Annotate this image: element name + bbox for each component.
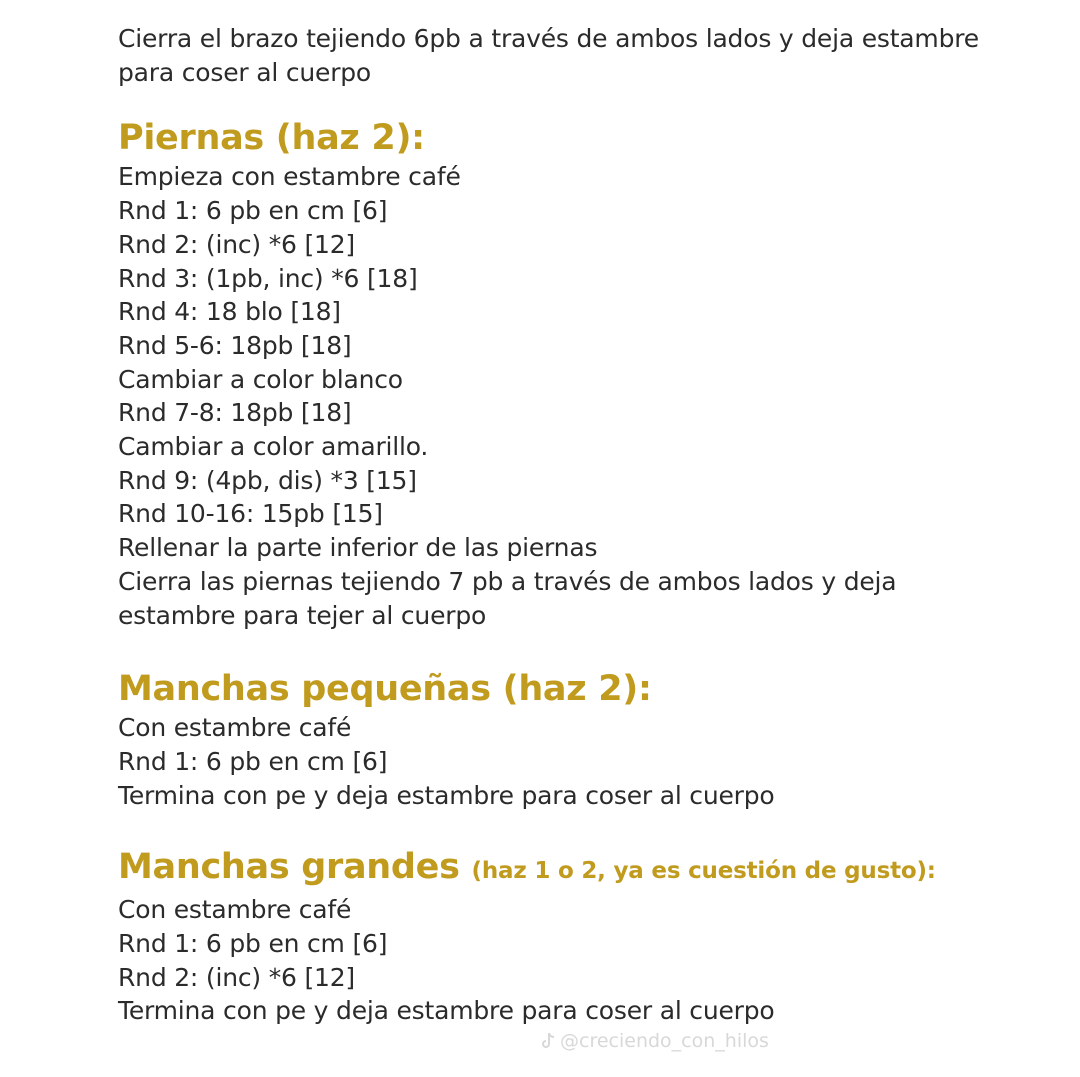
intro-line: Cierra el brazo tejiendo 6pb a través de ambos lados y deja estambre: [118, 24, 979, 53]
pattern-line: Rnd 1: 6 pb en cm [6]: [118, 929, 388, 959]
pattern-line: Rnd 5-6: 18pb [18]: [118, 330, 352, 360]
pattern-line: Termina con pe y deja estambre para coser al cuerpo: [118, 780, 775, 810]
pattern-line: Cambiar a color blanco: [118, 364, 403, 394]
pattern-line: Rnd 2: (inc) *6 [12]: [118, 229, 355, 259]
pattern-line: Termina con pe y deja estambre para coser al cuerpo: [118, 996, 775, 1026]
pattern-line: Rellenar la parte inferior de las piernas: [118, 533, 598, 563]
section-piernas: [118, 116, 1058, 632]
intro-line: para coser al cuerpo: [118, 57, 372, 87]
pattern-line: Empieza con estambre café: [118, 162, 461, 192]
watermark-handle: @creciendo_con_hilos: [560, 1030, 769, 1052]
watermark: [540, 1030, 769, 1052]
section-heading: Manchas pequeñas (haz 2):: [118, 669, 652, 710]
pattern-line: estambre para tejer al cuerpo: [118, 600, 487, 630]
pattern-line: Cambiar a color amarillo.: [118, 432, 429, 462]
pattern-line: Rnd 1: 6 pb en cm [6]: [118, 746, 388, 776]
pattern-line: Rnd 4: 18 blo [18]: [118, 297, 341, 327]
pattern-line: Rnd 9: (4pb, dis) *3 [15]: [118, 465, 417, 495]
pattern-line: Rnd 3: (1pb, inc) *6 [18]: [118, 263, 418, 293]
pattern-line: Rnd 7-8: 18pb [18]: [118, 398, 352, 428]
pattern-line: Cierra las piernas tejiendo 7 pb a través de ambos lados y deja: [118, 566, 897, 596]
intro-paragraph: [118, 22, 1058, 89]
pattern-document: [118, 22, 1058, 1028]
section-manchas-pequenas: [118, 667, 1058, 812]
section-heading-note: (haz 1 o 2, ya es cuestión de gusto):: [471, 858, 936, 885]
section-heading-title: Manchas grandes: [118, 847, 460, 888]
section-heading: [118, 845, 1058, 893]
section-heading: Piernas (haz 2):: [118, 118, 425, 159]
pattern-line: Con estambre café: [118, 895, 352, 925]
tiktok-icon: [540, 1032, 556, 1050]
pattern-line: Con estambre café: [118, 713, 352, 743]
pattern-line: Rnd 1: 6 pb en cm [6]: [118, 196, 388, 226]
section-manchas-grandes: [118, 845, 1058, 1028]
pattern-line: Rnd 2: (inc) *6 [12]: [118, 962, 355, 992]
pattern-line: Rnd 10-16: 15pb [15]: [118, 499, 383, 529]
